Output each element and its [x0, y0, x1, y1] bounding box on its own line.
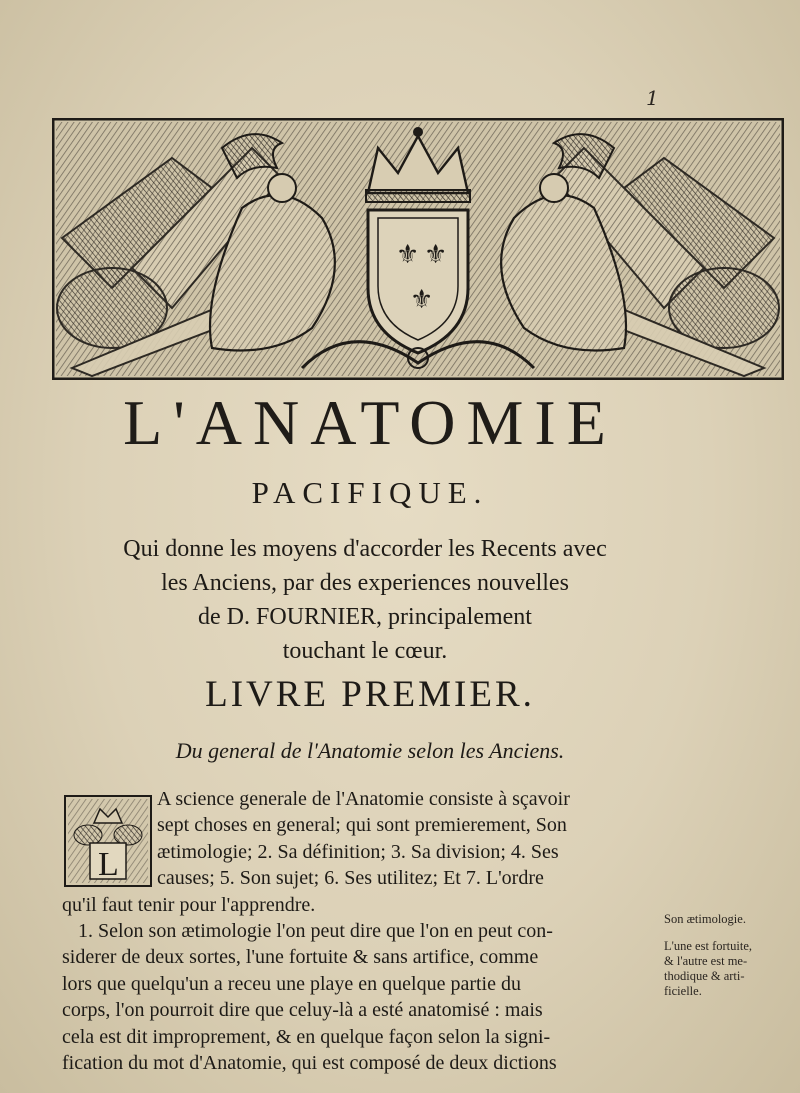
text-line: causes; 5. Son sujet; 6. Ses utilitez; Et 7. L'ordre	[157, 867, 544, 890]
svg-text:⚜: ⚜	[396, 240, 420, 270]
text-line: cela est dit improprement, & en quelque façon selon la signi-	[62, 1025, 551, 1048]
drop-cap-letter: L	[98, 846, 119, 883]
margin-note-line: thodique & arti-	[664, 969, 745, 983]
page-number: 1	[646, 86, 659, 110]
text-line: qu'il faut tenir pour l'apprendre.	[62, 893, 316, 916]
text-line: fication du mot d'Anatomie, qui est composé de deux dictions	[62, 1051, 557, 1074]
text-line: A science generale de l'Anatomie consiste à sçavoir	[157, 788, 570, 810]
svg-text:⚜: ⚜	[424, 240, 448, 270]
body-text	[62, 786, 660, 1076]
margin-note-line: & l'autre est me-	[664, 954, 748, 968]
chapter-heading: Du general de l'Anatomie selon les Anciens.	[175, 738, 565, 763]
svg-text:⚜: ⚜	[410, 285, 434, 315]
text-line: 1. Selon son ætimologie l'on peut dire que l'on en peut con-	[78, 919, 553, 942]
margin-note: Son ætimologie.	[664, 912, 746, 926]
description-line: de D. FOURNIER, principalement	[198, 604, 532, 630]
title-description	[60, 532, 670, 668]
text-line: ætimologie; 2. Sa définition; 3. Sa division; 4. Ses	[157, 840, 559, 863]
text-line: sept choses en general; qui sont premierement, Son	[157, 814, 567, 837]
description-line: les Anciens, par des experiences nouvelles	[161, 570, 569, 596]
book-heading: LIVRE PREMIER.	[205, 674, 535, 715]
woodcut-headpiece	[52, 118, 784, 380]
fleur-de-lis-shield	[368, 210, 468, 353]
book-subtitle: PACIFIQUE.	[251, 475, 489, 510]
book-title: L'ANATOMIE	[123, 387, 617, 458]
margin-notes	[664, 912, 796, 999]
margin-note-line: L'une est fortuite,	[664, 939, 752, 953]
description-line: Qui donne les moyens d'accorder les Recents avec	[123, 536, 607, 562]
description-line: touchant le cœur.	[282, 638, 448, 664]
margin-note-line: ficielle.	[664, 984, 702, 998]
text-line: siderer de deux sortes, l'une fortuite & sans artifice, comme	[62, 946, 539, 969]
text-line: lors que quelqu'un a receu une playe en quelque partie du	[62, 972, 521, 995]
text-line: corps, l'on pourroit dire que celuy-là a esté anatomisé : mais	[62, 999, 543, 1022]
